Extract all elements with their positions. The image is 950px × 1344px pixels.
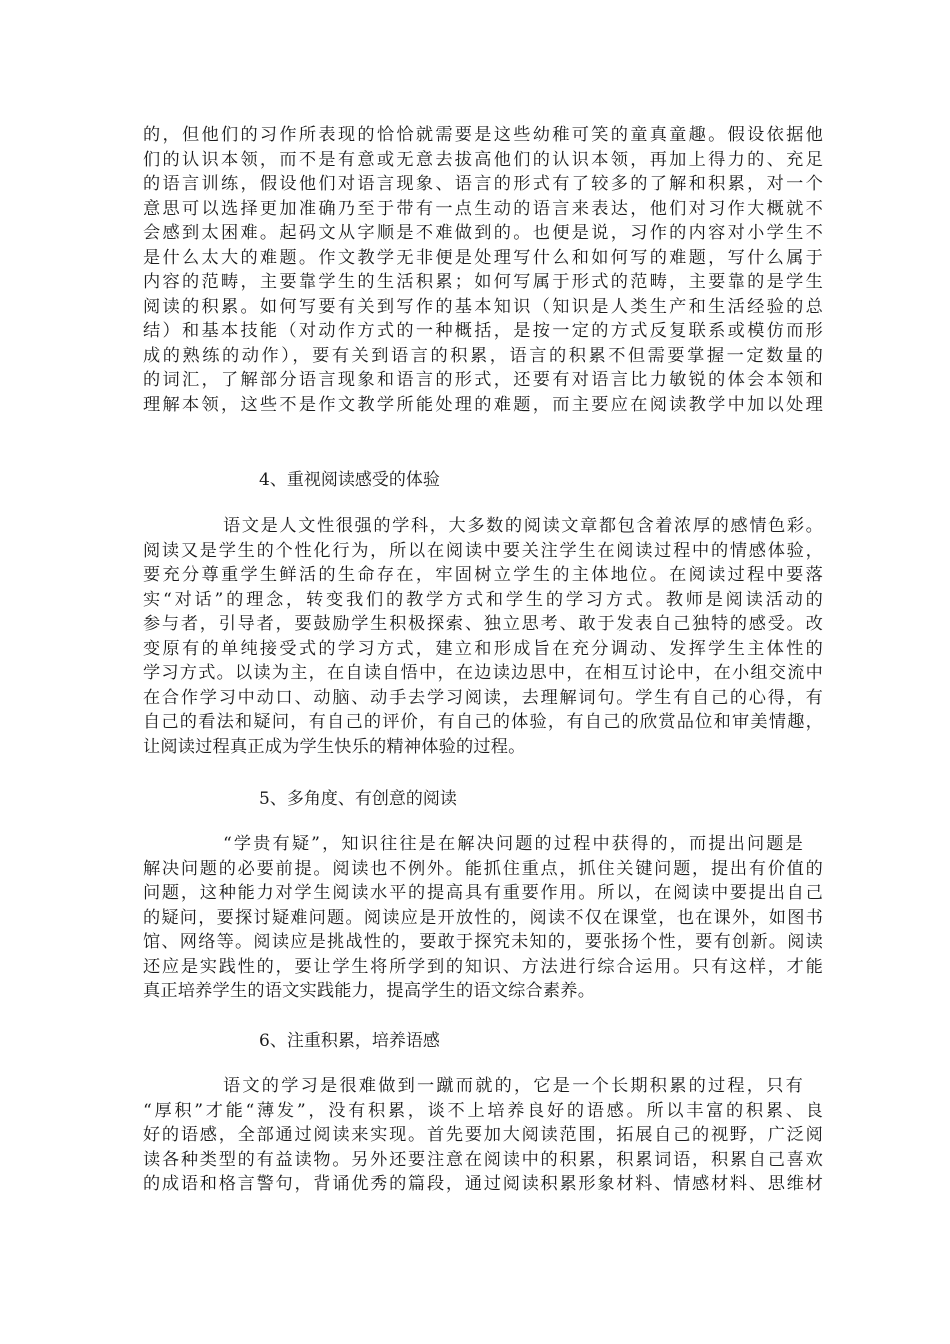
- text-line: 还应是实践性的，要让学生将所学到的知识、方法进行综合运用。只有这样，才能: [143, 956, 823, 977]
- text-line: 内容的范畴，主要靠学生的生活积累；如何写属于形式的范畴，主要靠的是学生: [143, 272, 823, 292]
- text-line: 是什么太大的难题。作文教学无非便是处理写什么和如何写的难题，写什么属于: [143, 247, 823, 268]
- text-line: 意思可以选择更加准确乃至于带有一点生动的语言来表达，他们对习作大概就不: [143, 198, 823, 219]
- paragraph-5: [143, 832, 823, 1004]
- text-line: 解决问题的必要前提。阅读也不例外。能抓住重点，抓住关键问题，提出有价值的: [143, 858, 823, 879]
- text-line: 的疑问，要探讨疑难问题。阅读应是开放性的，阅读不仅在课堂，也在课外，如图书: [143, 907, 823, 928]
- section-heading-5: 5、多角度、有创意的阅读: [259, 789, 457, 809]
- text-line: 变原有的单纯接受式的学习方式，建立和形成旨在充分调动、发挥学生主体性的: [143, 638, 823, 659]
- text-line: 结）和基本技能（对动作方式的一种概括，是按一定的方式反复联系或模仿而形: [143, 321, 823, 341]
- text-line: 会感到太困难。起码文从字顺是不难做到的。也便是说，习作的内容对小学生不: [143, 223, 823, 243]
- text-line: 语文的学习是很难做到一蹴而就的，它是一个长期积累的过程，只有: [223, 1076, 803, 1096]
- text-line: 参与者，引导者，要鼓励学生积极探索、独立思考、敢于发表自己独特的感受。改: [143, 614, 823, 634]
- text-line: 的词汇，了解部分语言现象和语言的形式，还要有对语言比力敏锐的体会本领和: [143, 370, 823, 390]
- text-line: 的，但他们的习作所表现的恰恰就需要是这些幼稚可笑的童真童趣。假设依据他: [143, 125, 823, 145]
- text-line: 真正培养学生的语文实践能力，提高学生的语文综合素养。: [143, 981, 596, 1001]
- text-line: 好的语感，全部通过阅读来实现。首先要加大阅读范围，拓展自己的视野，广泛阅: [143, 1125, 823, 1145]
- paragraph-6: [143, 1074, 823, 1197]
- text-line: 让阅读过程真正成为学生快乐的精神体验的过程。: [143, 736, 526, 757]
- text-line: 读各种类型的有益读物。另外还要注意在阅读中的积累，积累词语，积累自己喜欢: [143, 1149, 823, 1170]
- text-line: “厚积”才能“薄发”，没有积累，谈不上培养良好的语感。所以丰富的积累、良: [143, 1100, 823, 1121]
- paragraph-intro: [143, 123, 823, 417]
- text-line: 馆、网络等。阅读应是挑战性的，要敢于探究未知的，要张扬个性，要有创新。阅读: [143, 932, 823, 952]
- text-line: 的语言训练，假设他们对语言现象、语言的形式有了较多的了解和积累，对一个: [143, 174, 823, 194]
- text-line: 们的认识本领，而不是有意或无意去拔高他们的认识本领，再加上得力的、充足: [143, 149, 823, 170]
- text-line: “学贵有疑”，知识往往是在解决问题的过程中获得的，而提出问题是: [223, 834, 803, 854]
- paragraph-4: [143, 514, 823, 759]
- text-line: 学习方式。以读为主，在自读自悟中，在边读边思中，在相互讨论中，在小组交流中: [143, 663, 823, 683]
- text-line: 语文是人文性很强的学科，大多数的阅读文章都包含着浓厚的感情色彩。: [223, 516, 823, 536]
- text-line: 自己的看法和疑问，有自己的评价，有自己的体验，有自己的欣赏品位和审美情趣，: [143, 712, 823, 732]
- text-line: 实“对话”的理念，转变我们的教学方式和学生的学习方式。教师是阅读活动的: [143, 589, 823, 610]
- text-line: 要充分尊重学生鲜活的生命存在，牢固树立学生的主体地位。在阅读过程中要落: [143, 565, 823, 585]
- text-line: 的成语和格言警句，背诵优秀的篇段，通过阅读积累形象材料、情感材料、思维材: [143, 1174, 823, 1194]
- text-line: 在合作学习中动口、动脑、动手去学习阅读，去理解词句。学生有自己的心得，有: [143, 687, 823, 708]
- text-line: 问题，这种能力对学生阅读水平的提高具有重要作用。所以，在阅读中要提出自己: [143, 883, 823, 903]
- text-line: 阅读又是学生的个性化行为，所以在阅读中要关注学生在阅读过程中的情感体验，: [143, 540, 823, 561]
- text-line: 阅读的积累。如何写要有关到写作的基本知识（知识是人类生产和生活经验的总: [143, 296, 823, 317]
- text-line: 理解本领，这些不是作文教学所能处理的难题，而主要应在阅读教学中加以处理: [143, 394, 823, 415]
- section-heading-6: 6、注重积累，培养语感: [259, 1031, 440, 1051]
- section-heading-4: 4、重视阅读感受的体验: [259, 470, 440, 490]
- text-line: 成的熟练的动作），要有关到语言的积累，语言的积累不但需要掌握一定数量的: [143, 345, 823, 366]
